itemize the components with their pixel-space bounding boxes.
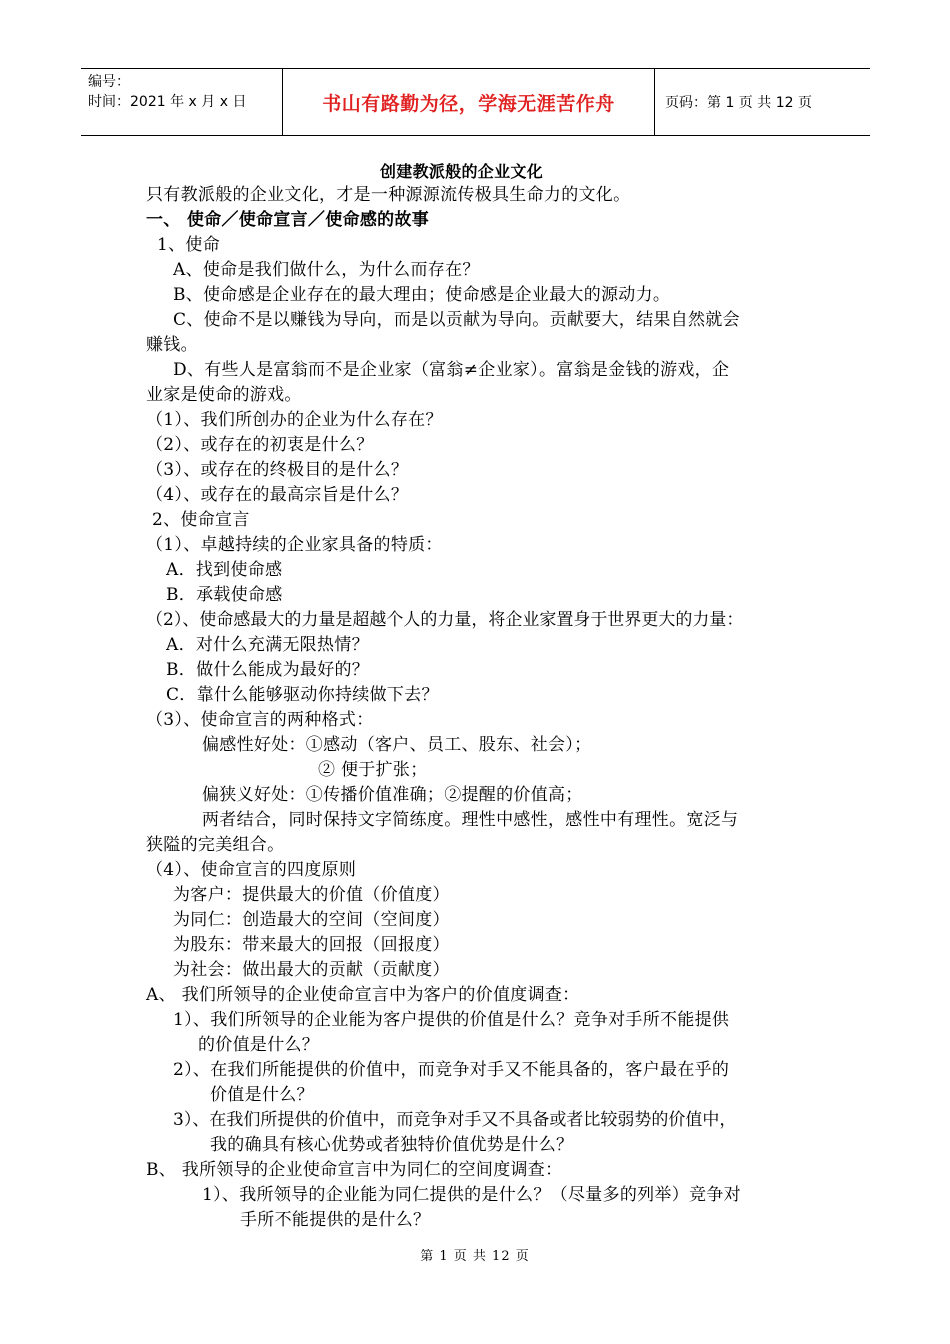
paragraph-line: 业家是使命的游戏。	[146, 385, 302, 405]
list-item: 3）、在我们所提供的价值中，而竞争对手又不具备或者比较弱势的价值中，	[173, 1110, 737, 1130]
paragraph-line: 两者结合，同时保持文字简练度。理性中感性，感性中有理性。宽泛与	[202, 810, 739, 830]
list-item: 为社会：做出最大的贡献（贡献度）	[173, 960, 450, 980]
paragraph-line: 偏感性好处：①感动（客户、员工、股东、社会）；	[202, 735, 592, 755]
intro-line: 只有教派般的企业文化，才是一种源源流传极具生命力的文化。	[146, 185, 631, 205]
list-item: 1）、我们所领导的企业能为客户提供的价值是什么？竞争对手所不能提供	[173, 1010, 730, 1030]
paragraph-line: 赚钱。	[146, 335, 198, 355]
document-date: 时间：2021 年 x 月 x 日	[88, 94, 247, 110]
list-item: （2）、使命感最大的力量是超越个人的力量，将企业家置身于世界更大的力量：	[146, 610, 744, 630]
list-item: B．做什么能成为最好的？	[166, 660, 370, 680]
header-table	[81, 68, 870, 136]
list-item: （3）、或存在的终极目的是什么？	[146, 460, 409, 480]
list-item: B．承载使命感	[166, 585, 283, 605]
list-item: （4）、或存在的最高宗旨是什么？	[146, 485, 409, 505]
section-heading-1: 一、 使命／使命宣言／使命感的故事	[146, 210, 430, 230]
paragraph-line: B、使命感是企业存在的最大理由；使命感是企业最大的源动力。	[173, 285, 671, 305]
list-item: 为同仁：创造最大的空间（空间度）	[173, 910, 450, 930]
list-item: （1）、卓越持续的企业家具备的特质：	[146, 535, 443, 555]
list-item: A、 我们所领导的企业使命宣言中为客户的价值度调查：	[146, 985, 580, 1005]
list-item: 为股东：带来最大的回报（回报度）	[173, 935, 450, 955]
list-item: 的价值是什么？	[198, 1035, 320, 1055]
list-item: 价值是什么？	[210, 1085, 314, 1105]
paragraph-line: D、有些人是富翁而不是企业家（富翁≠企业家）。富翁是金钱的游戏，企	[173, 360, 730, 380]
page-footer: 第 1 页 共 12 页	[420, 1249, 530, 1264]
list-item: 2）、在我们所能提供的价值中，而竞争对手又不能具备的，客户最在乎的	[173, 1060, 730, 1080]
paragraph-line: 偏狭义好处：①传播价值准确；②提醒的价值高；	[202, 785, 583, 805]
document-number-label: 编号：	[88, 74, 130, 90]
list-item: A．对什么充满无限热情？	[166, 635, 369, 655]
list-item: A．找到使命感	[166, 560, 283, 580]
subsection-mission: 1、使命	[157, 235, 221, 255]
paragraph-line: 狭隘的完美组合。	[146, 835, 285, 855]
header-page-info: 页码：第 1 页 共 12 页	[665, 95, 812, 111]
header-motto: 书山有路勤为径，学海无涯苦作舟	[283, 69, 655, 135]
list-item: （2）、或存在的初衷是什么？	[146, 435, 374, 455]
header-meta-cell	[81, 69, 283, 135]
list-item: （4）、使命宣言的四度原则	[146, 860, 357, 880]
list-item: 我的确具有核心优势或者独特价值优势是什么？	[210, 1135, 574, 1155]
list-item: C．靠什么能够驱动你持续做下去？	[166, 685, 439, 705]
list-item: B、 我所领导的企业使命宣言中为同仁的空间度调查：	[146, 1160, 563, 1180]
list-item: 手所不能提供的是什么？	[240, 1210, 431, 1230]
paragraph-line: C、使命不是以赚钱为导向，而是以贡献为导向。贡献要大，结果自然就会	[173, 310, 740, 330]
subsection-mission-statement: 2、使命宣言	[152, 510, 250, 530]
list-item: （1）、我们所创办的企业为什么存在？	[146, 410, 443, 430]
paragraph-line: A、使命是我们做什么，为什么而存在？	[173, 260, 480, 280]
list-item: 1）、我所领导的企业能为同仁提供的是什么？（尽量多的列举）竞争对	[202, 1185, 741, 1205]
list-item: （3）、使命宣言的两种格式：	[146, 710, 374, 730]
list-item: 为客户：提供最大的价值（价值度）	[173, 885, 450, 905]
document-title: 创建教派般的企业文化	[380, 162, 544, 181]
paragraph-line: ② 便于扩张；	[318, 760, 428, 780]
